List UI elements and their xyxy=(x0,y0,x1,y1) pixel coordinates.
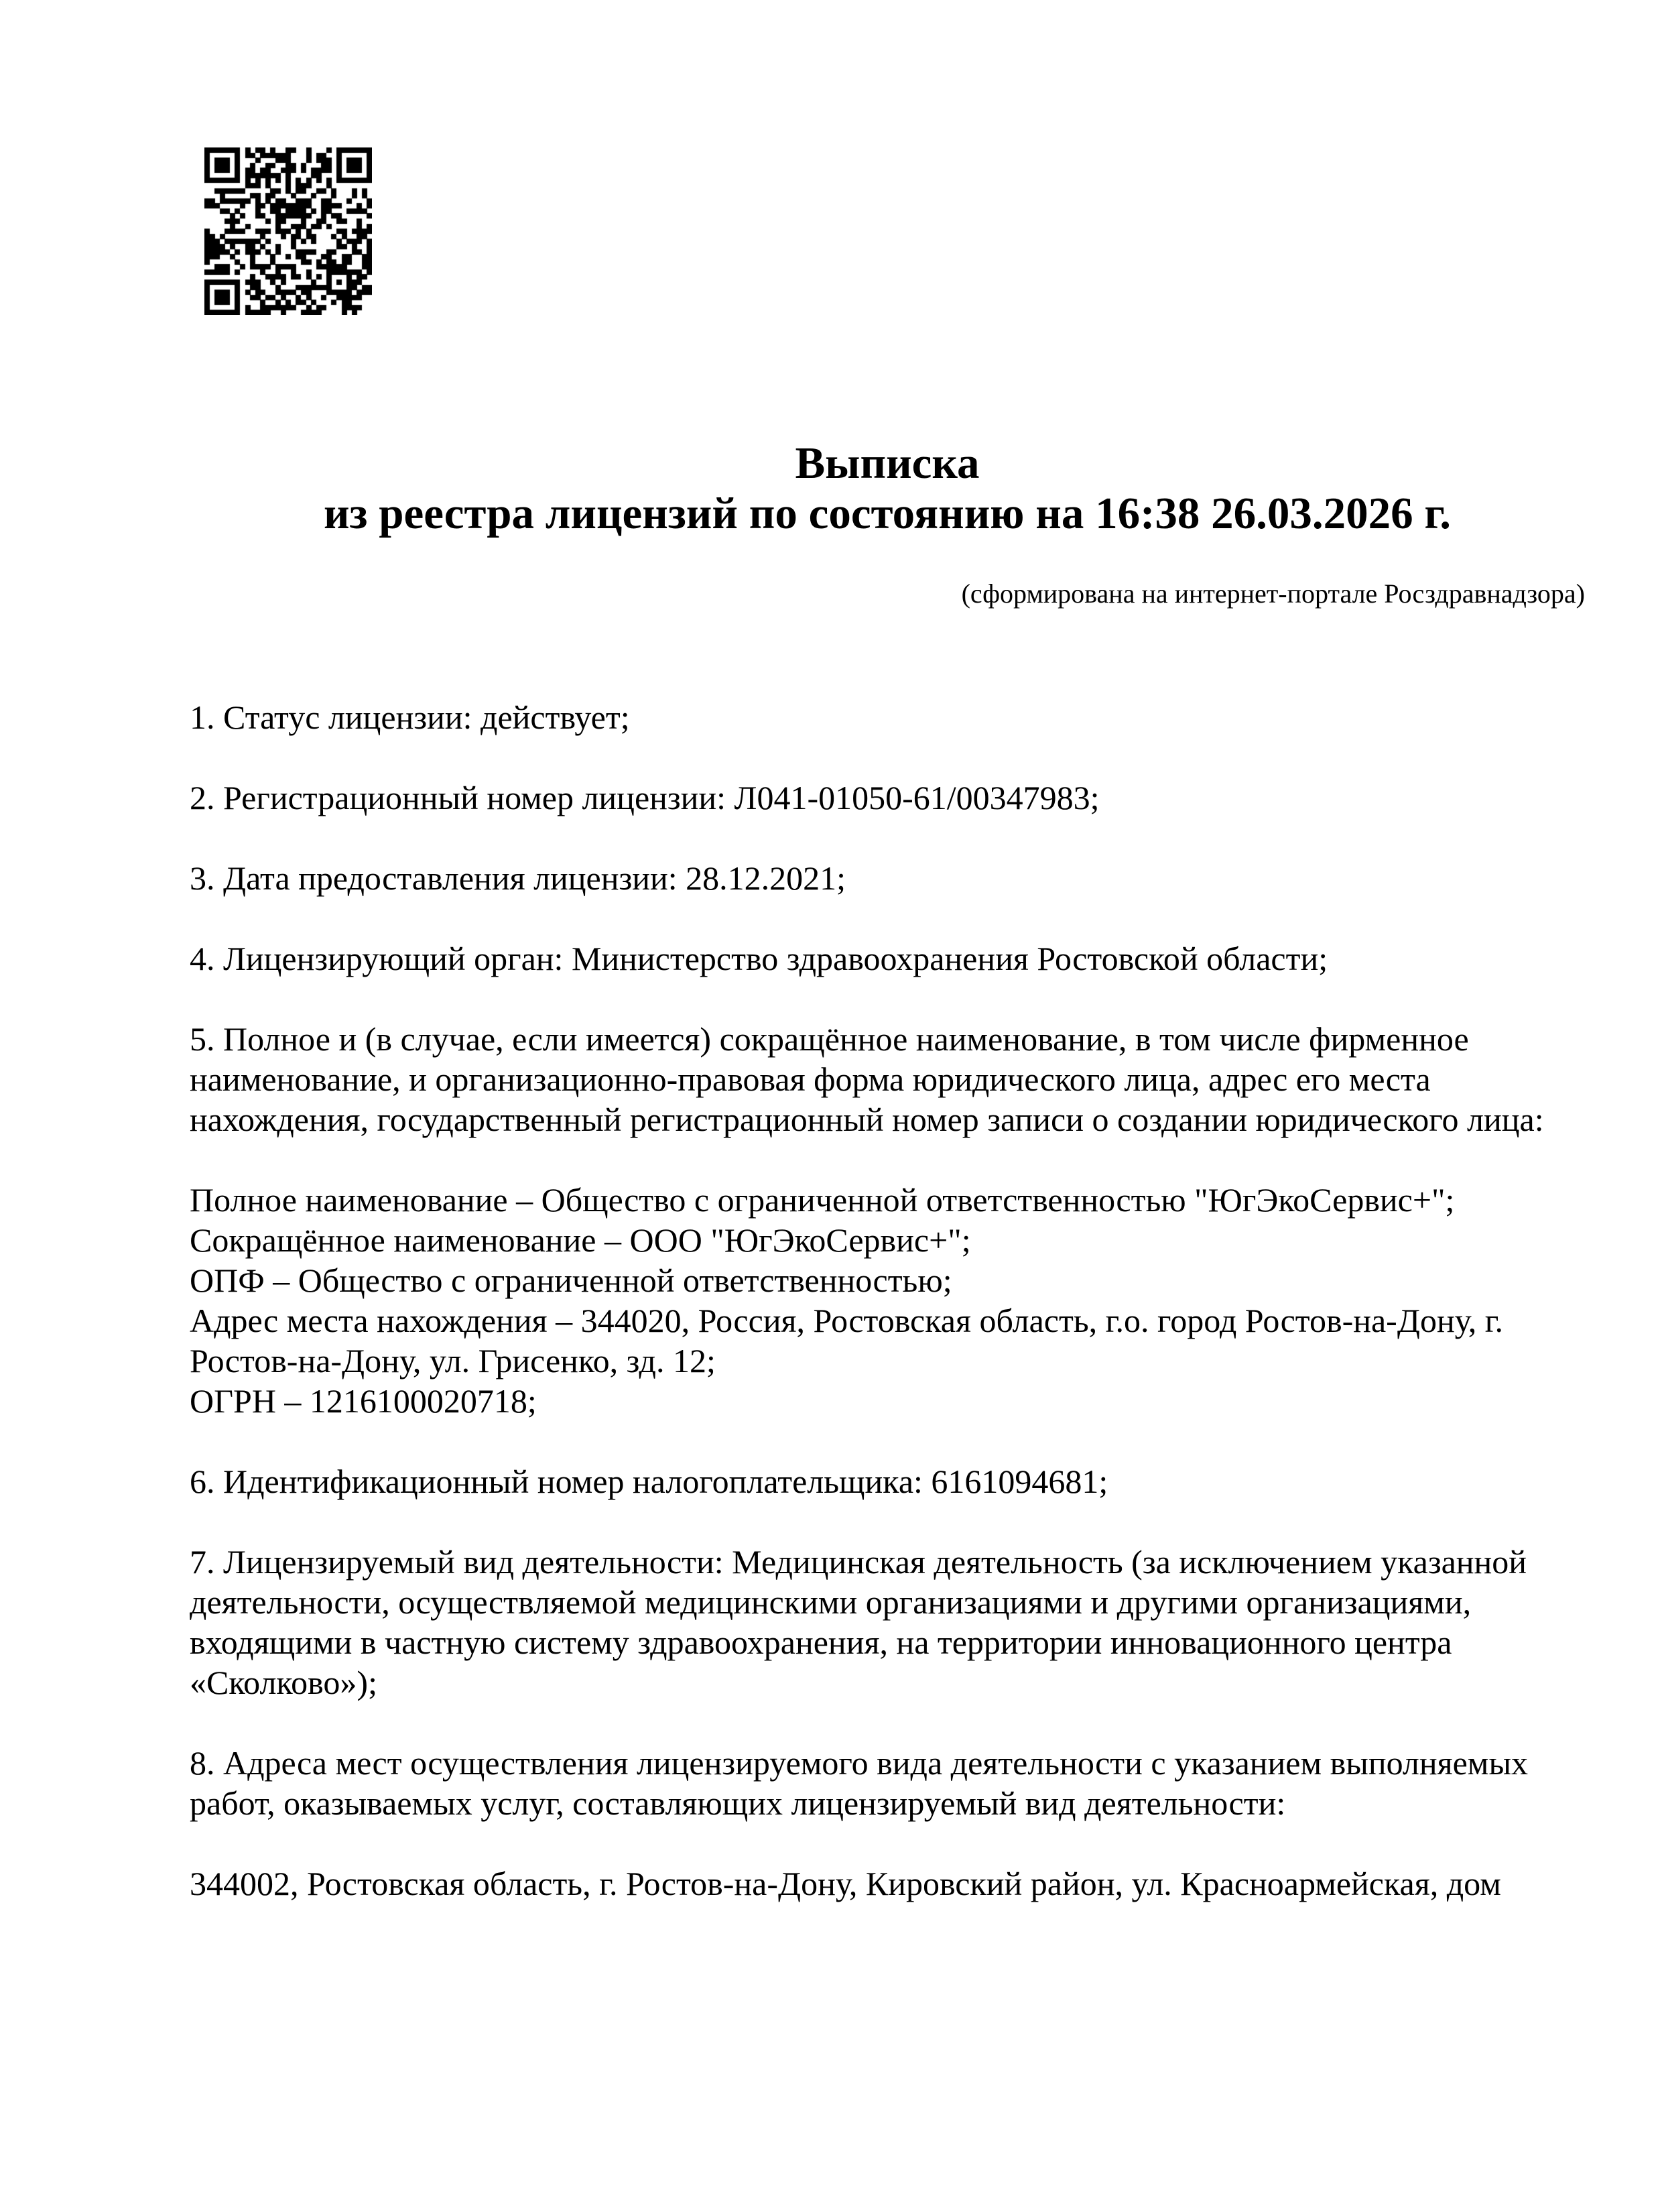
item-license-status: 1. Статус лицензии: действует; xyxy=(190,698,630,736)
org-ogrn: ОГРН – 1216100020718; xyxy=(190,1382,537,1420)
item-licensing-authority: 4. Лицензирующий орган: Министерство здравоохранения Ростовской области; xyxy=(190,940,1328,977)
document-body xyxy=(190,697,1585,1904)
qr-code xyxy=(204,147,372,315)
organization-details xyxy=(190,1180,1585,1421)
document-title-line-2: из реестра лицензий по состоянию на 16:38 26.03.2026 г. xyxy=(323,489,1452,538)
org-short-name: Сокращённое наименование – ООО "ЮгЭкоСервис+"; xyxy=(190,1221,971,1259)
item-inn: 6. Идентификационный номер налогоплательщика: 6161094681; xyxy=(190,1463,1108,1500)
item-grant-date: 3. Дата предоставления лицензии: 28.12.2021; xyxy=(190,859,846,897)
activity-address-line: 344002, Ростовская область, г. Ростов-на-Дону, Кировский район, ул. Красноармейская, дом xyxy=(190,1865,1501,1902)
document-title xyxy=(190,438,1585,539)
org-address: Адрес места нахождения – 344020, Россия, Ростовская область, г.о. город Ростов-на-Дону, г. Ростов-на-Дону, ул. Грисенко, зд. 12; xyxy=(190,1302,1504,1379)
org-full-name: Полное наименование – Общество с ограниченной ответственностью "ЮгЭкоСервис+"; xyxy=(190,1181,1455,1219)
formation-note: (сформирована на интернет-портале Росздравнадзора) xyxy=(961,578,1585,609)
item-registration-number: 2. Регистрационный номер лицензии: Л041-01050-61/00347983; xyxy=(190,779,1100,816)
item-names-intro: 5. Полное и (в случае, если имеется) сокращённое наименование, в том числе фирменное наименование, и организационно-правовая форма юридического лица, адрес его места нахождения, государственный регистрационный номер записи о создании юридического лица: xyxy=(190,1020,1544,1138)
item-licensed-activity: 7. Лицензируемый вид деятельности: Медицинская деятельность (за исключением указанной деятельности, осуществляемой медицинскими организациями и другими организациями, входящими в частную систему здравоохранения, на территории инновационного центра «Сколково»); xyxy=(190,1543,1527,1701)
org-legal-form: ОПФ – Общество с ограниченной ответственностью; xyxy=(190,1262,952,1299)
item-addresses-intro: 8. Адреса мест осуществления лицензируемого вида деятельности с указанием выполняемых работ, оказываемых услуг, составляющих лицензируемый вид деятельности: xyxy=(190,1744,1529,1822)
document-title-line-1: Выписка xyxy=(795,438,980,488)
